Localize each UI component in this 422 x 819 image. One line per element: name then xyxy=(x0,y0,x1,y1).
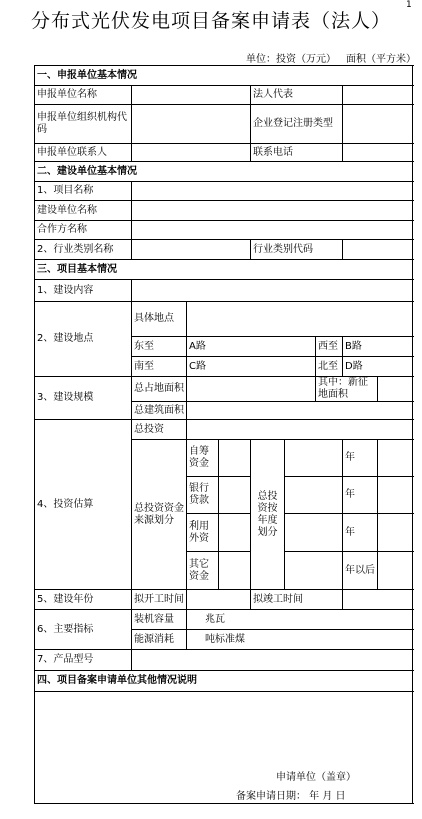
section-project: 三、项目基本情况 xyxy=(35,260,413,280)
field-year-1[interactable] xyxy=(285,440,343,477)
field-legal-rep[interactable] xyxy=(343,86,413,105)
label-east: 东至 xyxy=(132,337,187,357)
label-south: 南至 xyxy=(132,357,187,377)
label-other: 其它资金 xyxy=(187,552,219,590)
field-total-land[interactable] xyxy=(187,377,316,402)
field-builder-name[interactable] xyxy=(132,201,413,221)
field-industry[interactable] xyxy=(132,240,251,260)
value-west[interactable]: B路 xyxy=(343,337,413,357)
field-reg-type[interactable] xyxy=(343,105,413,144)
label-year-after: 年以后 xyxy=(343,552,378,590)
field-foreign[interactable] xyxy=(219,514,251,552)
label-location: 2、建设地点 xyxy=(35,302,132,377)
field-model[interactable] xyxy=(132,650,413,671)
field-total-investment[interactable] xyxy=(187,420,413,440)
field-year-4[interactable] xyxy=(285,552,343,590)
field-year-2-amount[interactable] xyxy=(378,477,413,514)
field-org-code[interactable] xyxy=(132,105,251,144)
field-end-time[interactable] xyxy=(343,590,413,610)
label-legal-rep: 法人代表 xyxy=(251,86,343,105)
label-phone: 联系电话 xyxy=(251,144,343,162)
field-self-raised[interactable] xyxy=(219,440,251,477)
label-start-time: 拟开工时间 xyxy=(132,590,187,610)
field-year-2[interactable] xyxy=(285,477,343,514)
label-foreign: 利用外资 xyxy=(187,514,219,552)
field-year-1-amount[interactable] xyxy=(378,440,413,477)
label-capacity: 装机容量 xyxy=(132,610,187,630)
label-energy: 能源消耗 xyxy=(132,630,187,650)
signature-date: 备案申请日期： 年 月 日 xyxy=(236,791,346,802)
field-content[interactable] xyxy=(132,280,413,302)
label-total-investment: 总投资 xyxy=(132,420,187,440)
field-bank-loan[interactable] xyxy=(219,477,251,514)
section-other: 四、项目备案申请单位其他情况说明 xyxy=(35,671,413,692)
value-capacity[interactable] xyxy=(187,610,413,630)
field-phone[interactable] xyxy=(343,144,413,162)
label-industry: 2、行业类别名称 xyxy=(35,240,132,260)
label-new-land: 其中：新征地面积 xyxy=(316,377,378,402)
signature-applicant: 申请单位（盖章） xyxy=(276,772,356,783)
field-project-name[interactable] xyxy=(132,182,413,201)
label-total-building: 总建筑面积 xyxy=(132,402,187,420)
value-east[interactable]: A路 xyxy=(187,337,316,357)
unit-energy: 吨标准煤 xyxy=(205,633,245,645)
label-year-2: 年 xyxy=(343,477,378,514)
label-contact: 申报单位联系人 xyxy=(35,144,132,162)
value-energy[interactable] xyxy=(187,630,413,650)
label-content: 1、建设内容 xyxy=(35,280,132,302)
label-specific-location: 具体地点 xyxy=(132,302,187,337)
field-other-notes[interactable] xyxy=(35,692,413,804)
label-reg-type: 企业登记注册类型 xyxy=(251,105,343,144)
field-start-time[interactable] xyxy=(187,590,251,610)
field-contact[interactable] xyxy=(132,144,251,162)
section-applicant: 一、申报单位基本情况 xyxy=(35,66,413,86)
field-industry-code[interactable] xyxy=(343,240,413,260)
field-year-3-amount[interactable] xyxy=(378,514,413,552)
label-year-3: 年 xyxy=(343,514,378,552)
field-specific-location[interactable] xyxy=(187,302,413,337)
unit-capacity: 兆瓦 xyxy=(205,613,225,625)
field-total-building[interactable] xyxy=(187,402,413,420)
label-applicant-name: 申报单位名称 xyxy=(35,86,132,105)
label-builder-name: 建设单位名称 xyxy=(35,201,132,221)
field-partner-name[interactable] xyxy=(132,221,413,240)
unit-note xyxy=(246,50,422,65)
page-title: 分布式光伏发电项目备案申请表（法人） xyxy=(30,10,391,32)
label-industry-code: 行业类别代码 xyxy=(251,240,343,260)
corner-mark: 1 xyxy=(406,0,412,10)
label-north: 北至 xyxy=(316,357,343,377)
section-builder: 二、建设单位基本情况 xyxy=(35,162,413,182)
field-other[interactable] xyxy=(219,552,251,590)
label-indicators: 6、主要指标 xyxy=(35,610,132,650)
label-bank-loan: 银行贷款 xyxy=(187,477,219,514)
field-year-4-amount[interactable] xyxy=(378,552,413,590)
label-total-land: 总占地面积 xyxy=(132,377,187,402)
value-south[interactable]: C路 xyxy=(187,357,316,377)
label-investment: 4、投资估算 xyxy=(35,420,132,590)
unit-area: 面积（平方米） xyxy=(346,54,416,65)
label-self-raised: 自筹资金 xyxy=(187,440,219,477)
field-year-3[interactable] xyxy=(285,514,343,552)
label-model: 7、产品型号 xyxy=(35,650,132,671)
label-end-time: 拟竣工时间 xyxy=(251,590,343,610)
field-new-land[interactable] xyxy=(378,377,413,402)
label-year-1: 年 xyxy=(343,440,378,477)
label-partner-name: 合作方名称 xyxy=(35,221,132,240)
label-source-split: 总投资资金来源划分 xyxy=(132,440,187,590)
label-west: 西至 xyxy=(316,337,343,357)
value-north[interactable]: D路 xyxy=(343,357,413,377)
unit-investment: 单位：投资（万元） xyxy=(246,54,336,65)
label-build-years: 5、建设年份 xyxy=(35,590,132,610)
label-project-name: 1、项目名称 xyxy=(35,182,132,201)
label-annual-split: 总投资按年度划分 xyxy=(251,440,285,590)
field-applicant-name[interactable] xyxy=(132,86,251,105)
application-form xyxy=(34,65,413,804)
label-scale: 3、建设规模 xyxy=(35,377,132,420)
label-org-code: 申报单位组织机构代码 xyxy=(35,105,132,144)
